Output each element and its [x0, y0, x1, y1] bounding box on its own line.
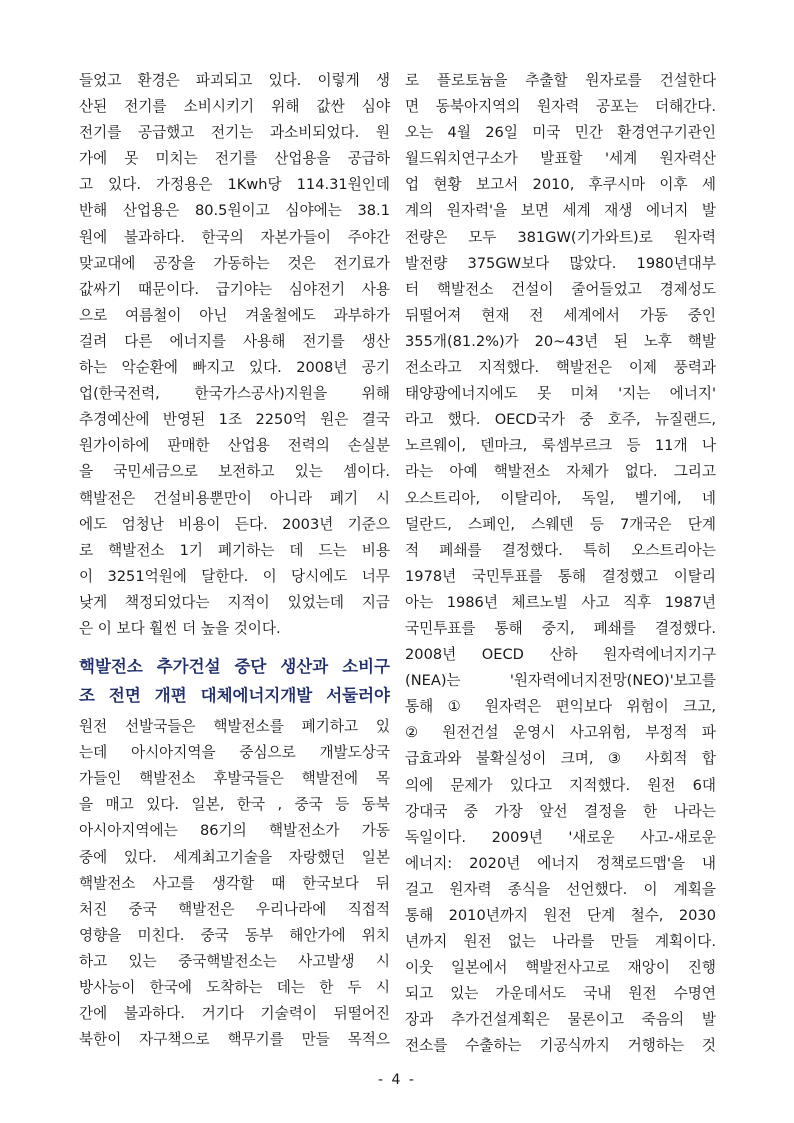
text-line: 전기를 공급했고 전기는 과소비되었다. 원	[79, 124, 390, 142]
text-line: 되고 있는 가운데서도 국내 원전 수명연	[405, 985, 716, 1003]
text-line: 중에 있다. 세계최고기술을 자랑했던 일본	[79, 848, 390, 866]
text-line: 국민투표를 통해 중지, 폐쇄를 결정했다.	[405, 619, 716, 637]
text-line: 는데 아시아지역을 중심으로 개발도상국	[79, 744, 390, 762]
heading-line: 조 전면 개편 대체에너지개발 서둘러야	[79, 686, 390, 706]
text-line: 업 현황 보고서 2010, 후쿠시마 이후 세	[405, 176, 716, 194]
left-column	[79, 68, 390, 1053]
text-line: 오는 4월 26일 미국 민간 환경연구기관인	[405, 124, 716, 142]
left-paragraph-1	[79, 68, 390, 642]
text-line: 아는 1986년 체르노빌 사고 직후 1987년	[405, 593, 716, 611]
text-line: 가들인 핵발전소 후발국들은 핵발전에 목	[79, 770, 390, 788]
text-line: 반해 산업용은 80.5원이고 심야에는 38.1	[79, 202, 390, 220]
text-line: 하는 악순환에 빠지고 있다. 2008년 공기	[79, 359, 390, 377]
text-line: 낮게 책정되었다는 지적이 있었는데 지금	[79, 593, 390, 611]
text-line: 적 폐쇄를 결정했다. 특히 오스트리아는	[405, 541, 716, 559]
text-line: 간에 불과하다. 거기다 기술력이 뒤떨어진	[79, 1005, 390, 1023]
text-line: 덜란드, 스페인, 스웨덴 등 7개국은 단계	[405, 515, 716, 533]
text-line: 전소를 수출하는 기공식까지 거행하는 것	[405, 1037, 716, 1055]
text-line: 통해 2010년까지 원전 단계 철수, 2030	[405, 907, 716, 924]
text-line: 면 동북아지역의 원자력 공포는 더해간다.	[405, 98, 716, 116]
text-line: 강대국 중 가장 앞선 결정을 한 나라는	[405, 802, 716, 820]
text-line: 으로 여름철이 아닌 겨울철에도 과부하가	[79, 306, 390, 324]
text-line: 원전 선발국들은 핵발전소를 폐기하고 있	[79, 718, 390, 736]
text-line: 로 플로토늄을 추출할 원자로를 건설한다	[405, 72, 716, 89]
text-line: 발전량 375GW보다 많았다. 1980년대부	[405, 254, 716, 272]
text-line: 노르웨이, 덴마크, 룩셈부르크 등 11개 나	[405, 437, 716, 455]
text-line: 장과 추가건설계획은 물론이고 죽음의 발	[405, 1011, 716, 1029]
text-line: 업(한국전력, 한국가스공사)지원을 위해	[79, 385, 390, 403]
text-line: 을 국민세금으로 보전하고 있는 셈이다.	[79, 463, 390, 481]
text-line: 핵발전소 사고를 생각할 때 한국보다 뒤	[79, 874, 390, 892]
text-line: 통해 ① 원자력은 편익보다 위험이 크고,	[405, 698, 716, 716]
text-line: 처진 중국 핵발전은 우리나라에 직접적	[79, 900, 390, 918]
text-line: 원에 불과하다. 한국의 자본가들이 주야간	[79, 228, 390, 246]
text-line: 2008년 OECD 산하 원자력에너지기구	[405, 646, 716, 664]
text-line: 가에 못 미치는 전기를 산업용을 공급하	[79, 150, 390, 168]
heading-line: 핵발전소 추가건설 중단 생산과 소비구	[79, 657, 390, 677]
left-paragraph-2	[79, 714, 390, 1053]
text-line: 급효과와 불확실성이 크며, ③ 사회적 합	[405, 750, 716, 768]
text-line: 걸려 다른 에너지를 사용해 전기를 생산	[79, 332, 390, 350]
text-line: 핵발전은 건설비용뿐만이 아니라 폐기 시	[79, 489, 390, 507]
text-line: 뒤떨어져 현재 전 세계에서 가동 중인	[405, 306, 716, 324]
text-line: 아시아지역에는 86기의 핵발전소가 가동	[79, 822, 390, 840]
text-line: 하고 있는 중국핵발전소는 사고발생 시	[79, 952, 390, 970]
text-line: 라고 했다. OECD국가 중 호주, 뉴질랜드,	[405, 411, 716, 429]
text-line: ② 원전건설 운영시 사고위험, 부정적 파	[405, 724, 716, 742]
text-line: 영향을 미친다. 중국 동부 해안가에 위치	[79, 926, 390, 944]
text-line: 에너지: 2020년 에너지 정책로드맵'을 내	[405, 854, 716, 872]
text-line: 로 핵발전소 1기 폐기하는 데 드는 비용	[79, 541, 390, 559]
text-line: 1978년 국민투표를 통해 결정했고 이탈리	[405, 567, 716, 585]
text-line: 이 3251억원에 달한다. 이 당시에도 너무	[79, 567, 390, 585]
text-line: 355개(81.2%)가 20~43년 된 노후 핵발	[405, 332, 716, 350]
page-number: - 4 -	[378, 1072, 416, 1088]
text-line: 걸고 원자력 종식을 선언했다. 이 계획을	[405, 880, 716, 898]
text-line: 오스트리아, 이탈리아, 독일, 벨기에, 네	[405, 489, 716, 507]
right-column	[405, 68, 716, 1060]
text-line: (NEA)는 '원자력에너지전망(NEO)'보고를	[405, 672, 716, 690]
section-heading	[79, 652, 390, 710]
text-line: 추경예산에 반영된 1조 2250억 원은 결국	[79, 411, 390, 429]
text-line: 북한이 자구책으로 핵무기를 만들 목적으	[79, 1031, 390, 1049]
text-line: 고 있다. 가정용은 1Kwh당 114.31원인데	[79, 176, 390, 194]
text-line: 전소라고 지적했다. 핵발전은 이제 풍력과	[405, 359, 716, 377]
text-line: 맞교대에 공장을 가동하는 것은 전기료가	[79, 254, 390, 272]
text-line: 에도 엄청난 비용이 든다. 2003년 기준으	[79, 515, 390, 533]
text-line: 들었고 환경은 파괴되고 있다. 이렇게 생	[79, 72, 390, 89]
text-line: 독일이다. 2009년 '새로운 사고-새로운	[405, 828, 716, 846]
text-line: 터 핵발전소 건설이 줄어들었고 경제성도	[405, 280, 716, 298]
text-line: 년까지 원전 없는 나라를 만들 계획이다.	[405, 933, 716, 951]
text-line: 방사능이 한국에 도착하는 데는 한 두 시	[79, 979, 390, 996]
text-line: 의에 문제가 있다고 지적했다. 원전 6대	[405, 776, 716, 794]
text-line: 태양광에너지에도 못 미쳐 '지는 에너지'	[405, 385, 716, 403]
text-line: 산된 전기를 소비시키기 위해 값싼 심야	[79, 98, 390, 116]
text-line: 전량은 모두 381GW(기가와트)로 원자력	[405, 228, 716, 246]
text-line: 값싸기 때문이다. 급기야는 심야전기 사용	[79, 280, 390, 298]
text-line: 원가이하에 판매한 산업용 전력의 손실분	[79, 437, 390, 455]
text-line: 은 이 보다 훨씬 더 높을 것이다.	[79, 619, 281, 637]
text-line: 계의 원자력'을 보면 세계 재생 에너지 발	[405, 202, 716, 220]
text-line: 을 매고 있다. 일본, 한국 , 중국 등 동북	[79, 796, 390, 814]
text-line: 월드워치연구소가 발표할 '세계 원자력산	[405, 150, 716, 168]
text-line: 라는 아예 핵발전소 자체가 없다. 그리고	[405, 463, 716, 481]
text-line: 이웃 일본에서 핵발전사고로 재앙이 진행	[405, 959, 716, 977]
